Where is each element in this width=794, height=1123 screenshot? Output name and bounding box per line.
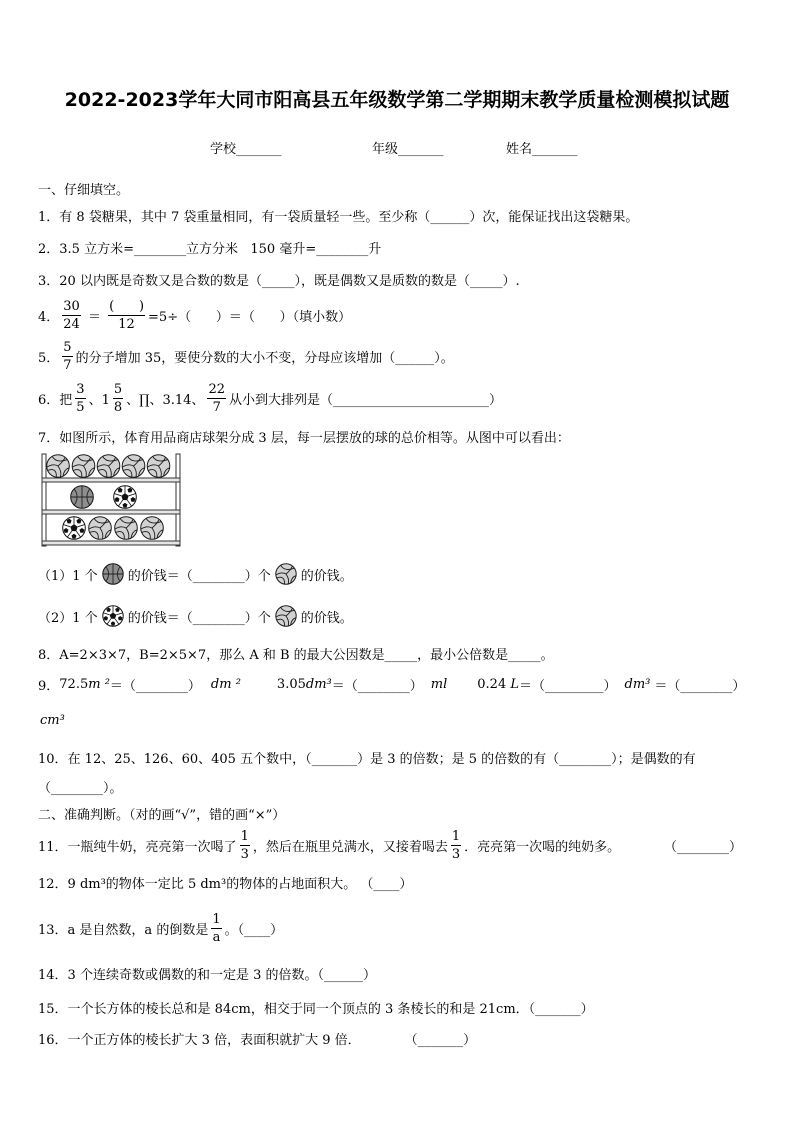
fraction-22-7 [207,381,226,416]
question-number: 9． [38,678,60,694]
denominator: 3 [240,846,249,862]
answer-blank: ＝（________） [654,678,746,694]
answer-blank: （_______） [404,1032,477,1048]
unit: dm³ [624,676,651,692]
equals-sign: ＝ [83,309,106,325]
question-text: 20 以内既是奇数又是合数的数是（_____），既是偶数又是质数的数是（_____）. [59,273,520,289]
value: 0.24 [477,676,511,692]
part-text-pre: （2）1 个 [38,610,98,626]
numerator: 30 [63,298,80,314]
answer-blank: ＝（________） [109,678,201,694]
question-7-part-2 [38,596,353,636]
basketball-icon [102,563,124,585]
question-text: 有 8 袋糖果，其中 7 袋重量相同，有一袋质量轻一些。至少称（______）次，能保证找出这袋糖果。 [59,209,639,225]
fraction-blank-12 [108,298,145,333]
volleyball-icon [275,563,297,585]
value: 3.05 [276,676,306,692]
question-text: （________）。 [38,780,123,796]
numerator: 1 [212,911,221,927]
question-text: 9 dm³的物体一定比 5 dm³的物体的占地面积大。 （____） [67,876,413,892]
question-11 [38,825,742,865]
question-text-pre: a 是自然数，a 的倒数是 [67,922,209,938]
numerator: 1 [451,828,461,844]
question-number: 14． [38,967,68,983]
denominator: 12 [118,316,135,332]
question-4 [38,295,351,335]
separator: 、∏、3.14、 [126,392,205,408]
rack-shelf-bottom [42,541,180,545]
question-number: 5． [38,350,60,366]
school-field: 学校_______ [210,142,282,157]
question-10 [38,737,696,777]
question-number: 8． [38,647,60,663]
question-text: 3 个连续奇数或偶数的和一定是 3 的倍数。（______） [67,967,376,983]
volleyball-icon [89,517,112,540]
denominator: 24 [63,316,80,332]
question-text-pre: 一瓶纯牛奶，亮亮第一次喝了 [67,839,237,855]
question-12 [38,862,412,902]
numerator: ( ) [109,298,145,314]
numerator: 5 [113,381,123,397]
part-text-pre: （1）1 个 [38,568,98,584]
unit: L [510,676,519,692]
question-9-continued [40,700,65,740]
question-number: 15． [38,1001,68,1017]
fraction-1-3 [451,828,461,863]
question-16 [38,1018,476,1058]
part-text-mid: 的价钱＝（________）个 [127,568,271,584]
question-text-mid: ，然后在瓶里兑满水，又接着喝去 [252,839,448,855]
question-3 [38,259,520,299]
question-number: 3． [38,273,60,289]
denominator: 7 [212,399,221,415]
answer-blank: ＝（________） [331,678,423,694]
question-number: 12． [38,876,68,892]
numerator: 5 [63,339,72,355]
name-field: 姓名_______ [506,142,578,157]
fraction-30-24 [62,298,81,333]
part-text-post: 的价钱。 [300,568,353,584]
denominator: 7 [63,357,72,373]
ball-rack-figure [40,452,182,548]
section-heading-text: 二、准确判断。（对的画“√”，错的画“×”） [38,807,286,823]
rack-shelf-middle [42,510,180,514]
question-number: 13． [38,922,68,938]
question-text: 的分子增加 35，要使分数的大小不变，分母应该增加（______）。 [75,350,454,366]
question-text: 在 12、25、126、60、405 五个数中，（_______）是 3 的倍数；是 5 的倍数的有（________）；是偶数的有 [67,751,696,767]
soccer-ball-icon [102,605,124,627]
volleyball-icon [97,455,120,478]
denominator: a [212,929,221,945]
volleyball-icon [72,455,95,478]
unit: ml [430,676,448,692]
numerator: 3 [76,381,85,397]
question-number: 16． [38,1032,68,1048]
separator: 、1 [88,392,110,408]
volleyball-icon [141,517,164,540]
question-9 [38,664,745,704]
rack-right-post [176,454,180,546]
volleyball-icon [115,517,138,540]
rack-left-post [42,454,46,546]
question-7 [38,416,570,456]
question-text-pre: 把 [59,392,73,408]
numerator: 22 [208,381,225,397]
question-text: =5÷（ ）＝（ ）（填小数） [148,309,352,325]
value: 72.5 [59,676,89,692]
unit: m ² [88,676,110,692]
denominator: 5 [76,399,85,415]
volleyball-icon [122,455,145,478]
question-number: 6． [38,392,60,408]
section-heading-text: 一、仔细填空。 [38,182,130,198]
question-text: 一个长方体的棱长总和是 84cm，相交于同一个顶点的 3 条棱长的和是 21cm．（_______） [67,1001,594,1017]
fraction-1-a [211,911,221,946]
part-text-post: 的价钱。 [300,610,353,626]
question-text: 一个正方体的棱长扩大 3 倍，表面积就扩大 9 倍． [67,1032,361,1048]
answer-blank: （________） [663,839,742,855]
question-text-post: ．亮亮第一次喝的纯奶多。 [464,839,621,855]
volleyball-icon [47,455,70,478]
question-number: 10． [38,751,68,767]
numerator: 1 [240,828,249,844]
page-title: 2022-2023学年大同市阳高县五年级数学第二学期期末教学质量检测模拟试题 [64,89,730,111]
question-text-post: 。（____） [224,922,284,938]
denominator: 8 [113,399,123,415]
basketball-icon [71,486,94,509]
fraction-3-5 [75,381,85,416]
answer-blank: ＝（_________） [518,678,617,694]
question-number: 11． [38,839,68,855]
unit: dm ² [210,676,241,692]
unit: cm³ [40,712,65,728]
question-6 [38,378,502,418]
question-text: 3.5 立方米=________立方分米 150 毫升=________升 [59,241,382,257]
fraction-1-3 [240,828,250,863]
volleyball-icon [275,605,297,627]
fraction-5-8 [113,381,123,416]
question-13 [38,908,283,948]
question-7-part-1 [38,554,353,594]
question-number: 4． [38,309,60,325]
fraction-5-7 [62,339,72,374]
part-text-mid: 的价钱＝（________）个 [127,610,271,626]
unit: dm³ [305,676,332,692]
question-5 [38,336,454,376]
rack-balls [47,455,170,540]
question-number: 7． [38,430,60,446]
question-number: 2． [38,241,60,257]
volleyball-icon [147,455,170,478]
question-text: A=2×3×7，B=2×5×7，那么 A 和 B 的最大公因数是_____，最小公倍数是_____。 [59,647,554,663]
question-text: 从小到大排列是（________________________） [228,392,502,408]
question-number: 1． [38,209,60,225]
rack-shelf-top [42,478,180,482]
soccer-ball-icon [114,486,137,509]
grade-field: 年级_______ [372,142,444,157]
denominator: 3 [451,846,461,862]
question-text: 如图所示，体育用品商店球架分成 3 层，每一层摆放的球的总价相等。从图中可以看出： [59,430,570,446]
soccer-ball-icon [63,517,86,540]
